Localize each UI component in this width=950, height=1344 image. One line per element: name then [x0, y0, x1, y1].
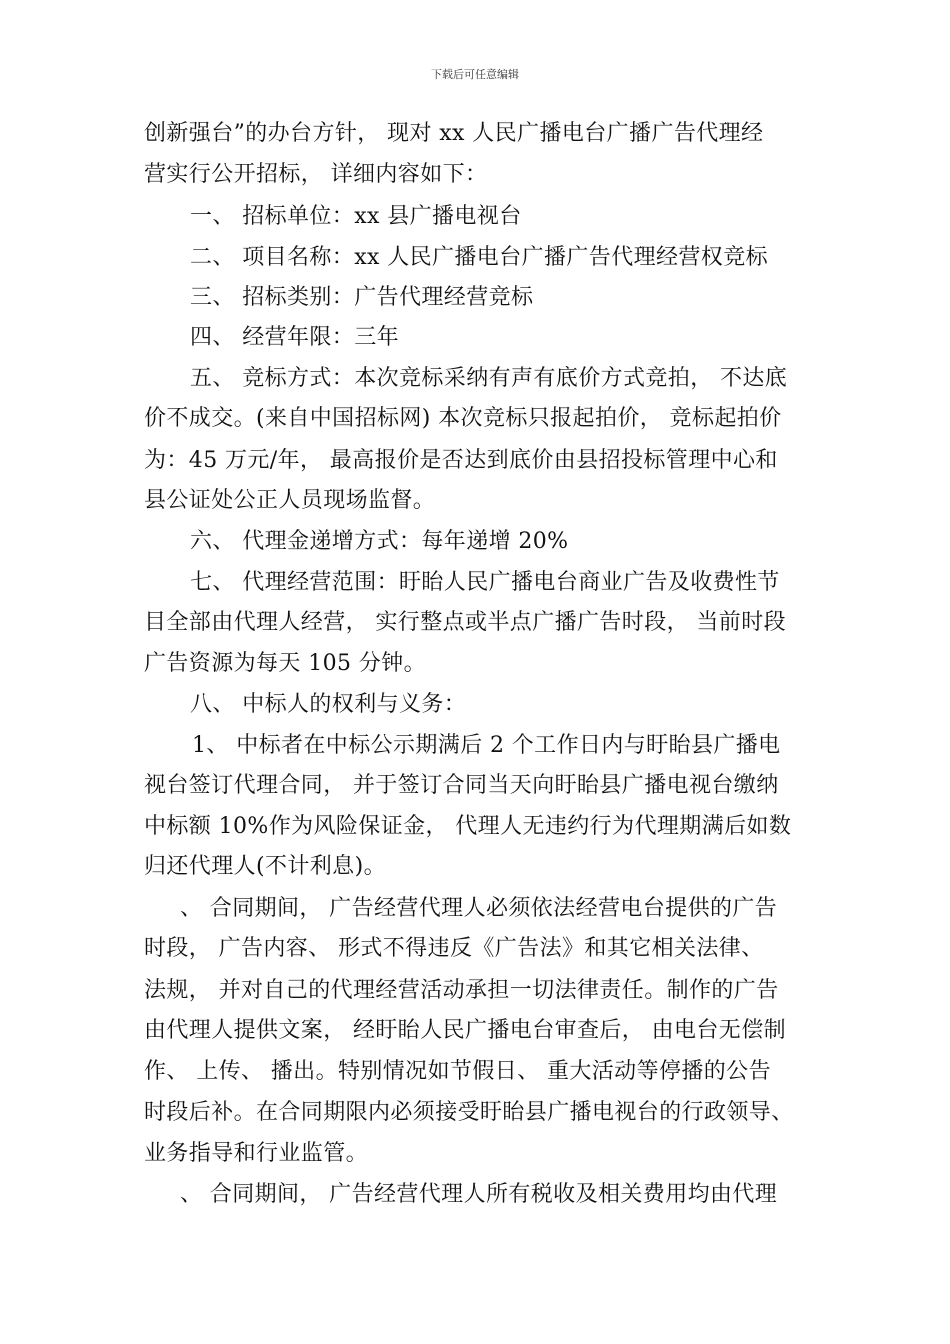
sub-item: 、 合同期间， 广告经营代理人所有税收及相关费用均由代理: [180, 1182, 778, 1207]
list-item: 四、 经营年限：三年: [190, 325, 399, 350]
text-line: 为：45 万元/年， 最高报价是否达到底价由县招投标管理中心和: [144, 448, 778, 473]
text-line: 目全部由代理人经营， 实行整点或半点广播广告时段， 当前时段: [144, 610, 786, 635]
text-line: 归还代理人(不计利息)。: [144, 854, 386, 879]
sub-item: 、 合同期间， 广告经营代理人必须依法经营电台提供的广告: [180, 896, 778, 921]
page-header: 下载后可任意编辑: [431, 68, 519, 81]
text-line: 由代理人提供文案， 经盱眙人民广播电台审查后， 由电台无偿制: [144, 1018, 786, 1043]
text-line: 营实行公开招标， 详细内容如下：: [144, 162, 488, 187]
list-item: 五、 竞标方式：本次竞标采纳有声有底价方式竞拍， 不达底: [190, 366, 788, 391]
text-line: 创新强台”的办台方针， 现对 xx 人民广播电台广播广告代理经: [144, 121, 764, 146]
list-item: 一、 招标单位：xx 县广播电视台: [190, 204, 522, 229]
list-item: 七、 代理经营范围：盱眙人民广播电台商业广告及收费性节: [190, 570, 780, 595]
text-line: 时段后补。在合同期限内必须接受盱眙县广播电视台的行政领导、: [144, 1100, 794, 1125]
text-line: 广告资源为每天 105 分钟。: [144, 651, 426, 676]
text-line: 视台签订代理合同， 并于签订合同当天向盱眙县广播电视台缴纳: [144, 773, 779, 798]
text-line: 法规， 并对自己的代理经营活动承担一切法律责任。制作的广告: [144, 978, 779, 1003]
text-line: 价不成交。(来自中国招标网) 本次竞标只报起拍价， 竞标起拍价: [144, 406, 782, 431]
text-line: 时段， 广告内容、 形式不得违反《广告法》和其它相关法律、: [144, 936, 764, 961]
text-line: 县公证处公正人员现场监督。: [144, 488, 436, 513]
list-item: 六、 代理金递增方式：每年递增 20%: [190, 529, 569, 554]
list-item: 二、 项目名称：xx 人民广播电台广播广告代理经营权竞标: [190, 245, 769, 270]
text-line: 中标额 10%作为风险保证金， 代理人无违约行为代理期满后如数: [144, 814, 792, 839]
list-item: 八、 中标人的权利与义务：: [190, 692, 467, 717]
text-line: 业务指导和行业监管。: [144, 1141, 369, 1166]
list-item: 三、 招标类别：广告代理经营竞标: [190, 285, 534, 310]
sub-item: 1、 中标者在中标公示期满后 2 个工作日内与盱眙县广播电: [192, 733, 781, 758]
text-line: 作、 上传、 播出。特别情况如节假日、 重大活动等停播的公告: [144, 1059, 771, 1084]
